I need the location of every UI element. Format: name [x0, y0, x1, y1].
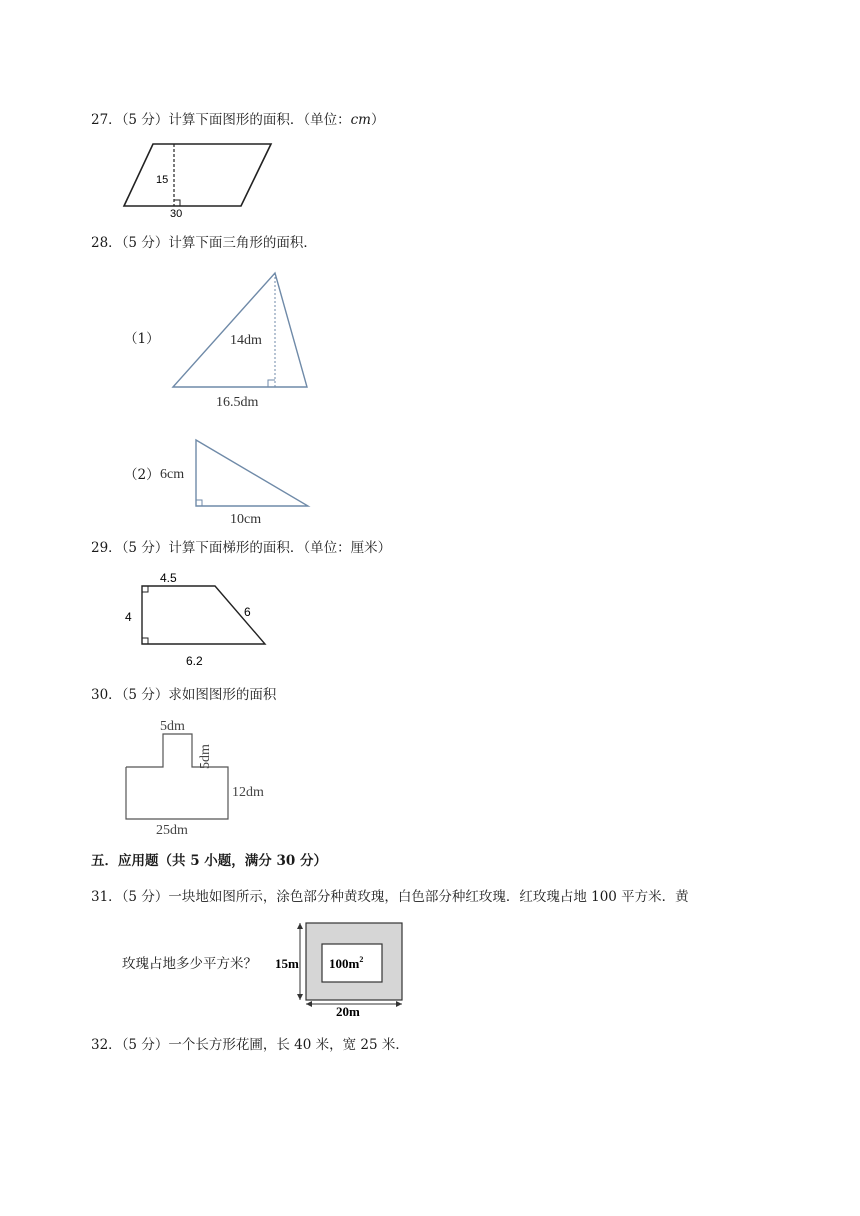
arrow-left-icon — [306, 1001, 312, 1007]
q29-bottom-label: 6.2 — [186, 654, 203, 668]
q28-part1-label: （1） — [124, 331, 160, 347]
right-angle-mark — [268, 380, 275, 387]
q31-text-line1: 31．（5 分）一块地如图所示，涂色部分种黄玫瑰，白色部分种红玫瑰．红玫瑰占地 100 平方米．黄 — [91, 889, 689, 905]
arrow-down-icon — [297, 994, 303, 1000]
q30-composite-figure — [118, 712, 283, 842]
q28-part1-height: 14dm — [230, 333, 262, 348]
q31-height-label: 15m — [275, 956, 299, 971]
arrow-right-icon — [396, 1001, 402, 1007]
q28-text: 28．（5 分）计算下面三角形的面积． — [91, 235, 317, 251]
parallelogram-shape — [124, 144, 271, 206]
triangle1-shape — [173, 273, 307, 387]
q28-part1-base: 16.5dm — [216, 395, 259, 410]
q30-top-height: 5dm — [198, 744, 213, 769]
q28-triangle1-figure — [160, 265, 315, 413]
q30-text: 30．（5 分）求如图图形的面积 — [91, 687, 277, 703]
q29-trapezoid-figure — [120, 568, 270, 672]
q28-part2-base: 10cm — [230, 512, 262, 527]
q30-right-height: 12dm — [232, 785, 264, 800]
q31-field-figure — [272, 916, 412, 1018]
right-angle-mark-bottom — [142, 638, 148, 644]
section5-heading: 五．应用题（共 5 小题，满分 30 分） — [91, 853, 327, 869]
q29-top-label: 4.5 — [160, 571, 177, 585]
right-angle-mark-top — [142, 586, 148, 592]
q30-bottom-width: 25dm — [156, 823, 188, 838]
q27-text: 27．（5 分）计算下面图形的面积．（单位：cm） — [91, 112, 385, 128]
q29-slant-label: 6 — [244, 605, 251, 619]
q27-base-label: 30 — [170, 208, 183, 220]
q31-text-line2: 玫瑰占地多少平方米？ — [122, 956, 257, 972]
right-angle-mark — [174, 200, 180, 206]
triangle2-shape — [196, 440, 308, 506]
q28-part2-height: 6cm — [160, 467, 185, 482]
q31-inner-area-label: $100m^2$ — [329, 955, 364, 971]
q32-text: 32．（5 分）一个长方形花圃，长 40 米，宽 25 米． — [91, 1037, 409, 1053]
q29-left-label: 4 — [125, 610, 132, 624]
q27-height-label: 15 — [156, 174, 169, 186]
q28-part2-label: （2） — [124, 467, 160, 483]
q27-parallelogram-figure — [118, 138, 278, 220]
arrow-up-icon — [297, 923, 303, 929]
q31-width-label: 20m — [336, 1004, 360, 1018]
q30-top-width: 5dm — [160, 719, 185, 734]
q28-triangle2-figure — [158, 430, 318, 528]
right-angle-mark — [196, 500, 202, 506]
q29-text: 29．（5 分）计算下面梯形的面积．（单位：厘米） — [91, 540, 392, 556]
